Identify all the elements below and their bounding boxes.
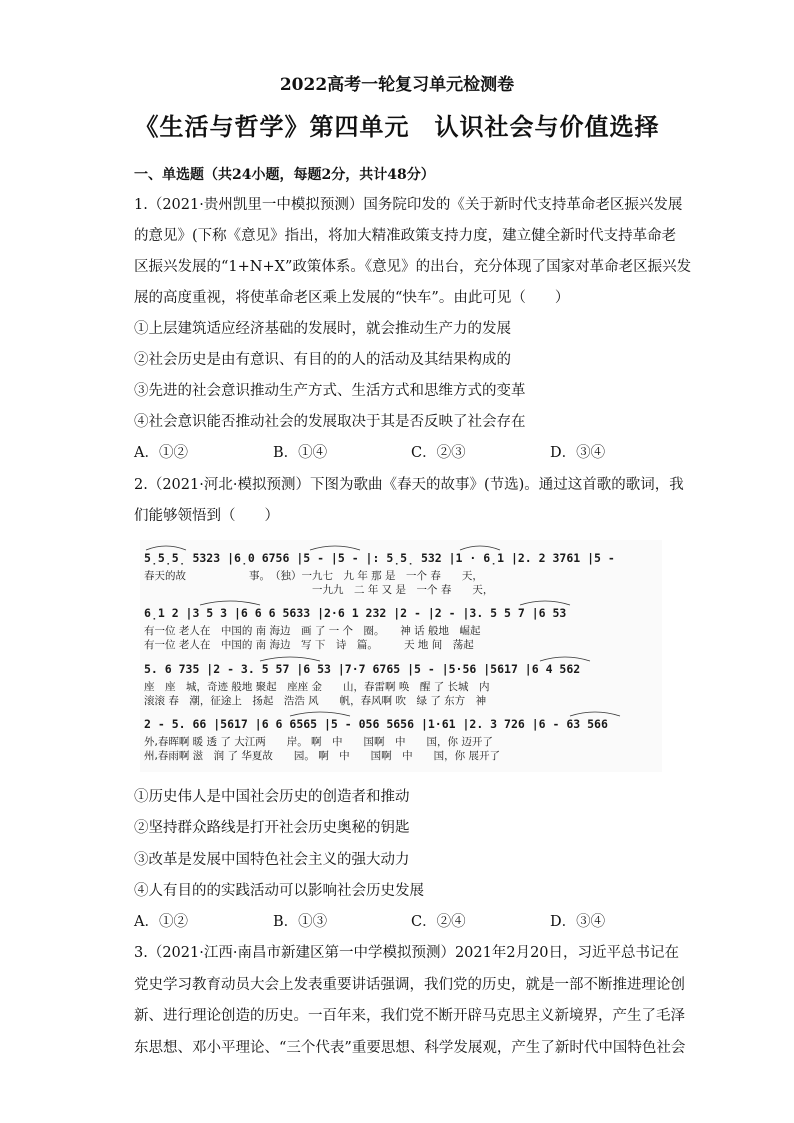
- question-2-statement: ①历史伟人是中国社会历史的创造者和推动: [134, 789, 410, 805]
- question-1-statement: ③先进的社会意识推动生产方式、生活方式和思维方式的变革: [134, 383, 526, 399]
- score-notes-row-3: 5. 6 735 |2 - 3. 5 57 |6 53 |7·7 6765 |5 - |5·56 |5617 |6 4 562: [144, 662, 581, 676]
- question-1-option-a[interactable]: A．①②: [134, 445, 188, 461]
- question-2-option-d[interactable]: D．③④: [550, 914, 606, 930]
- question-1-line: 区振兴发展的“1+N+X”政策体系。《意见》的出台，充分体现了国家对革命老区振兴发: [134, 259, 692, 275]
- question-2-option-c[interactable]: C．②④: [411, 914, 466, 930]
- question-2-statement: ②坚持群众路线是打开社会历史奥秘的钥匙: [134, 820, 410, 836]
- score-lyric-row-1b: 一九九 二 年 又 是 一个 春 天，: [144, 584, 494, 596]
- question-3-line: 3.（2021·江西·南昌市新建区第一中学模拟预测）2021年2月20日，习近平总书记在: [134, 945, 680, 961]
- song-score-image: [140, 540, 662, 772]
- question-1-statement: ②社会历史是由有意识、有目的的人的活动及其结果构成的: [134, 352, 511, 368]
- question-1-line: 展的高度重视，将使革命老区乘上发展的“快车”。由此可见（ ）: [134, 290, 570, 306]
- question-2-option-b[interactable]: B．①③: [273, 914, 328, 930]
- question-1-statement: ④社会意识能否推动社会的发展取决于其是否反映了社会存在: [134, 414, 526, 430]
- score-lyric-row-3a: 座 座 城，奇迹 般地 聚起 座座 金 山，春雷啊 唤 醒 了 长城 内: [144, 681, 490, 693]
- question-3-line: 新、进行理论创造的历史。一百年来，我们党不断开辟马克思主义新境界，产生了毛泽: [134, 1008, 685, 1024]
- question-1-option-b[interactable]: B．①④: [273, 445, 328, 461]
- question-2-line: 2.（2021·河北·模拟预测）下图为歌曲《春天的故事》(节选)。通过这首歌的歌词，我: [134, 477, 684, 493]
- question-1-statement: ①上层建筑适应经济基础的发展时，就会推动生产力的发展: [134, 321, 511, 337]
- question-3-line: 党史学习教育动员大会上发表重要讲话强调，我们党的历史，就是一部不断推进理论创: [134, 977, 685, 993]
- score-lyric-row-2a: 有一位 老人在 中国的 南 海边 画 了 一 个 圈。 神 话 般地 崛起: [144, 625, 481, 637]
- section-heading: 一、单选题（共24小题，每题2分，共计48分）: [134, 167, 435, 183]
- question-2-statement: ④人有目的的实践活动可以影响社会历史发展: [134, 883, 424, 899]
- page-subtitle: 《生活与哲学》第四单元 认识社会与价值选择: [134, 112, 660, 141]
- score-notes-row-4: 2 - 5. 66 |5617 |6 6 6565 |5 - 056 5656 |1·61 |2. 3 726 |6 - 63 566: [144, 717, 608, 731]
- score-notes-row-2: 6̣1 2 |3 5 3 |6 6 6 5633 |2·6 1 232 |2 - |2 - |3. 5 5 7 |6 53: [144, 606, 567, 620]
- question-2-option-a[interactable]: A．①②: [134, 914, 188, 930]
- score-lyric-row-1a: 春天的故 事。 （独）一九七 九 年 那 是 一个 春 天，: [144, 570, 483, 582]
- question-3-line: 东思想、邓小平理论、“三个代表”重要思想、科学发展观，产生了新时代中国特色社会: [134, 1040, 686, 1056]
- question-1-option-d[interactable]: D．③④: [550, 445, 606, 461]
- score-lyric-row-3b: 滚滚 春 潮，征途上 扬起 浩浩 风 帆，春风啊 吹 绿 了 东方 神: [144, 695, 487, 707]
- page-title: 2022高考一轮复习单元检测卷: [279, 75, 515, 95]
- question-1-line: 1.（2021·贵州凯里一中模拟预测）国务院印发的《关于新时代支持革命老区振兴发展: [134, 197, 683, 213]
- score-lyric-row-4a: 外,春晖啊 暖 透 了 大江两 岸。 啊 中 国啊 中 国，你 迈开了: [144, 736, 493, 748]
- score-notes-row-1: 5̣5̣5̣ 5323 |6̣0 6756 |5 - |5 - |: 5̣5̣ 532 |1 · 6̣1 |2. 2 3761 |5 -: [144, 551, 615, 565]
- question-1-option-c[interactable]: C．②③: [411, 445, 466, 461]
- score-lyric-row-4b: 州,春雨啊 滋 润 了 华夏故 园。 啊 中 国啊 中 国，你 展开了: [144, 750, 501, 762]
- score-lyric-row-2b: 有一位 老人在 中国的 南 海边 写 下 诗 篇。 天 地 间 荡起: [144, 639, 474, 651]
- question-2-statement: ③改革是发展中国特色社会主义的强大动力: [134, 852, 410, 868]
- question-1-line: 的意见》(下称《意见》指出，将加大精准政策支持力度，建立健全新时代支持革命老: [134, 228, 677, 244]
- question-2-line: 们能够领悟到（ ）: [134, 508, 279, 524]
